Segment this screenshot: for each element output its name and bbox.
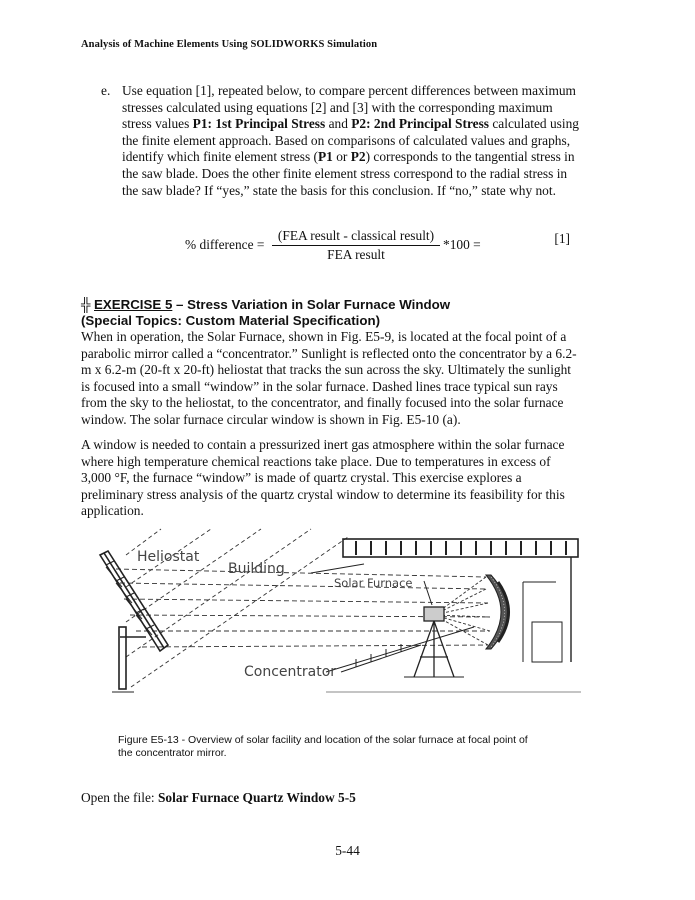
- solar-facility-diagram: [86, 527, 586, 697]
- text-run: calculated using the finite element approach. Based on comparisons of calculated values and graphs, identify which finite element stress (: [122, 116, 579, 165]
- list-item-e: [101, 83, 581, 199]
- equation-1: [185, 228, 570, 264]
- open-file-instruction: [81, 790, 356, 806]
- equation-number: [1]: [554, 231, 570, 246]
- solar-facility-figure: [86, 527, 586, 697]
- bold-run: P1: [317, 149, 333, 165]
- running-header: Analysis of Machine Elements Using SOLIDWORKS Simulation: [81, 39, 378, 50]
- exercise-heading: [81, 297, 450, 328]
- exercise-title-rest: – Stress Variation in Solar Furnace Window: [172, 297, 451, 312]
- label-building: Building: [228, 561, 285, 577]
- exercise-icon: ╬: [81, 297, 91, 312]
- paragraph-solar-furnace: When in operation, the Solar Furnace, shown in Fig. E5-9, is located at the focal point of a parabolic mirror called a “concentrator.” Sunlight is reflected onto the concentrator by a 6.2-m x 6.2-m (20-ft x 20-ft) heliostat that tracks the sun across the sky. Ultimately the sunlight is focused into a small “window” in the solar furnace. Dashed lines trace typical sun rays from the sky to the heliostat, to the concentrator, and finally focused into the solar furnace window. The solar furnace circular window is shown in Fig. E5-10 (a).: [81, 329, 577, 427]
- text-run: or: [332, 149, 351, 165]
- concentrator-dish: [486, 575, 509, 649]
- exercise-subtitle: (Special Topics: Custom Material Specification): [81, 312, 380, 328]
- equation-rhs: *100 =: [443, 237, 481, 252]
- equation-denominator: FEA result: [327, 247, 385, 262]
- text-run: ) corresponds to the tangential stress in the saw blade. Does the other finite element stress correspond to the radial stress in the saw blade? If “yes,” state the basis for this conclusion. If “no,” state why not.: [122, 149, 575, 198]
- solar-furnace: [404, 607, 464, 677]
- exercise-title: EXERCISE 5: [94, 297, 173, 312]
- bold-run: P2: [350, 149, 366, 165]
- label-concentrator: Concentrator: [244, 664, 337, 680]
- list-item-text: [122, 83, 581, 199]
- heliostat: [100, 551, 168, 692]
- text-run: and: [325, 116, 352, 132]
- open-file-prefix: Open the file:: [81, 790, 158, 805]
- equation-lhs: % difference =: [185, 237, 265, 252]
- page-number: 5-44: [335, 843, 360, 858]
- label-heliostat: Heliostat: [137, 549, 200, 565]
- equation-numerator: (FEA result - classical result): [272, 228, 440, 246]
- text-run: Use equation [1], repeated below, to compare percent differences between maximum stresses calculated using equations [2] and [3] with the corresponding maximum stress values: [122, 83, 576, 132]
- list-marker: e.: [101, 83, 111, 98]
- figure-caption: Figure E5-13 - Overview of solar facility and location of the solar furnace at focal point of the concentrator mirror.: [118, 734, 528, 759]
- rail-track: [341, 644, 421, 672]
- equation-fraction: [272, 228, 440, 263]
- label-solar-furnace: Solar Furnace: [334, 576, 413, 590]
- open-file-name: Solar Furnace Quartz Window 5-5: [157, 790, 356, 805]
- bold-run: P2: 2nd Principal Stress: [351, 116, 490, 132]
- bold-run: P1: 1st Principal Stress: [192, 116, 326, 132]
- paragraph-window: A window is needed to contain a pressurized inert gas atmosphere within the solar furnace where high temperature chemical reactions take place. Due to temperatures in excess of 3,000 °F, the furnace “window” is made of quartz crystal. This exercise explores a preliminary stress analysis of the quartz crystal window to determine its feasibility for this application.: [81, 437, 565, 519]
- exercise-title-line: [81, 297, 450, 313]
